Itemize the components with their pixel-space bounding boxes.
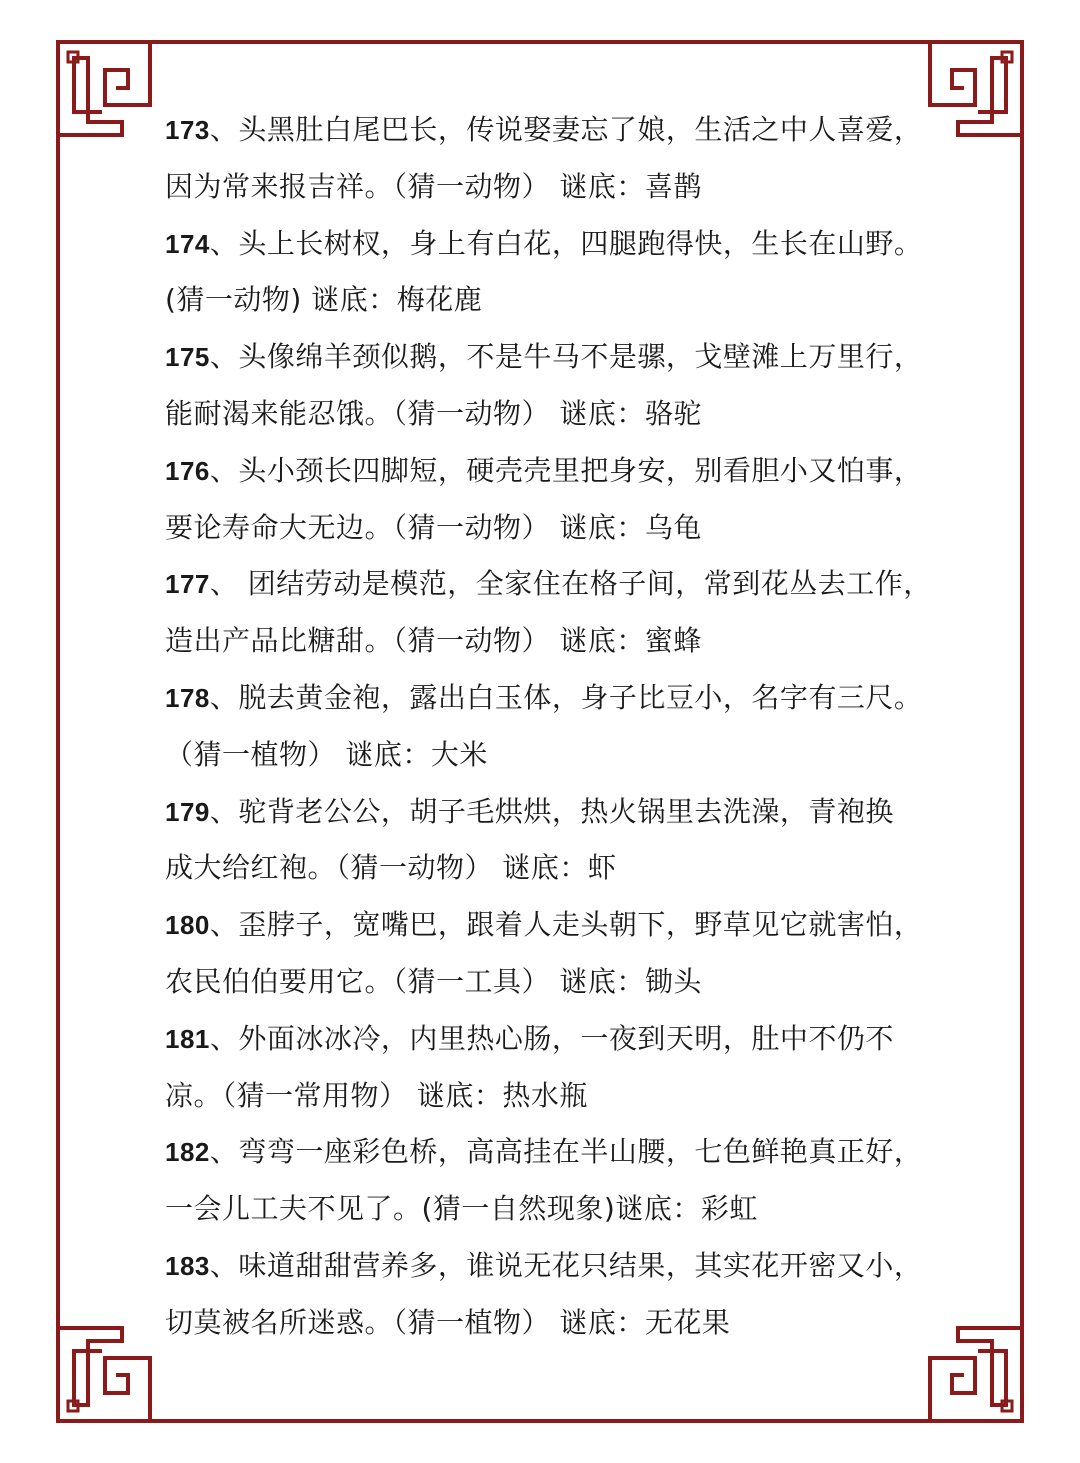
riddle-number: 180 — [165, 910, 210, 941]
riddle-question-line — [165, 443, 935, 500]
riddle-question-line — [165, 1238, 935, 1295]
riddle-question-line — [165, 216, 935, 273]
riddle-number: 174 — [165, 228, 210, 259]
riddle-text: 、外面冰冰冷，内里热心肠，一夜到天明，肚中不仍不 — [209, 1021, 894, 1055]
riddle-answer-line: 凉。（猜一常用物） 谜底：热水瓶 — [165, 1078, 588, 1112]
riddle-item — [165, 1011, 935, 1125]
riddle-item — [165, 1124, 935, 1238]
riddle-text: 、头小颈长四脚短，硬壳壳里把身安，别看胆小又怕事， — [209, 453, 923, 487]
riddle-answer-line: 成大给红袍。（猜一动物） 谜底：虾 — [165, 851, 617, 885]
riddle-question-line — [165, 897, 935, 954]
riddle-item — [165, 329, 935, 443]
riddle-answer-line: (猜一动物) 谜底：梅花鹿 — [165, 283, 483, 317]
riddle-item — [165, 216, 935, 330]
riddle-question-line — [165, 1124, 935, 1181]
riddle-number: 178 — [165, 682, 210, 713]
riddle-number: 176 — [165, 455, 210, 486]
riddle-item — [165, 556, 935, 670]
corner-ornament-bottom-right — [930, 1328, 1022, 1421]
riddle-answer-line: 农民伯伯要用它。（猜一工具） 谜底：锄头 — [165, 964, 702, 998]
riddle-answer-line: 造出产品比糖甜。（猜一动物） 谜底：蜜蜂 — [165, 624, 702, 658]
corner-ornament-bottom-left — [58, 1328, 150, 1421]
riddle-item — [165, 102, 935, 216]
riddle-text: 、歪脖子，宽嘴巴，跟着人走头朝下，野草见它就害怕， — [209, 908, 923, 942]
riddle-item — [165, 670, 935, 784]
riddle-item — [165, 1238, 935, 1352]
riddle-question-line — [165, 1011, 935, 1068]
riddle-question-line — [165, 784, 935, 841]
riddle-item — [165, 784, 935, 898]
corner-ornament-top-right — [930, 42, 1022, 135]
riddle-answer-line: 切莫被名所迷惑。（猜一植物） 谜底：无花果 — [165, 1305, 731, 1339]
riddle-number: 179 — [165, 796, 210, 827]
riddle-answer-line: 能耐渴来能忍饿。（猜一动物） 谜底：骆驼 — [165, 396, 702, 430]
riddle-text: 、弯弯一座彩色桥，高高挂在半山腰，七色鲜艳真正好， — [209, 1135, 923, 1169]
riddle-text: 、头黑肚白尾巴长，传说娶妻忘了娘，生活之中人喜爱， — [209, 113, 923, 146]
riddle-number: 173 — [165, 115, 210, 145]
riddle-number: 175 — [165, 342, 210, 373]
riddle-number: 182 — [165, 1137, 210, 1168]
riddle-answer-line: 因为常来报吉祥。（猜一动物） 谜底：喜鹊 — [165, 169, 702, 203]
riddle-text: 、驼背老公公，胡子毛烘烘，热火锅里去洗澡，青袍换 — [209, 794, 894, 828]
riddle-answer-line: 要论寿命大无边。（猜一动物） 谜底：乌龟 — [165, 510, 702, 544]
riddle-list — [165, 102, 935, 1352]
riddle-number: 177 — [165, 569, 210, 600]
riddle-answer-line: （猜一植物） 谜底：大米 — [165, 737, 488, 771]
riddle-question-line — [165, 329, 935, 386]
riddle-text: 、头上长树杈，身上有白花，四腿跑得快，生长在山野。 — [209, 226, 923, 260]
riddle-text: 、 团结劳动是模范，全家住在格子间，常到花丛去工作， — [209, 567, 932, 601]
riddle-answer-line: 一会儿工夫不见了。(猜一自然现象)谜底：彩虹 — [165, 1192, 758, 1226]
riddle-question-line — [165, 556, 935, 613]
riddle-text: 、脱去黄金袍，露出白玉体，身子比豆小，名字有三尺。 — [209, 680, 923, 714]
riddle-item — [165, 897, 935, 1011]
corner-ornament-top-left — [58, 42, 150, 135]
riddle-question-line — [165, 670, 935, 727]
riddle-text: 、味道甜甜营养多，谁说无花只结果，其实花开密又小， — [209, 1248, 923, 1282]
riddle-question-line — [165, 102, 935, 159]
riddle-number: 181 — [165, 1023, 210, 1054]
riddle-text: 、头像绵羊颈似鹅，不是牛马不是骡，戈壁滩上万里行， — [209, 340, 923, 374]
riddle-item — [165, 443, 935, 557]
riddle-number: 183 — [165, 1250, 210, 1281]
